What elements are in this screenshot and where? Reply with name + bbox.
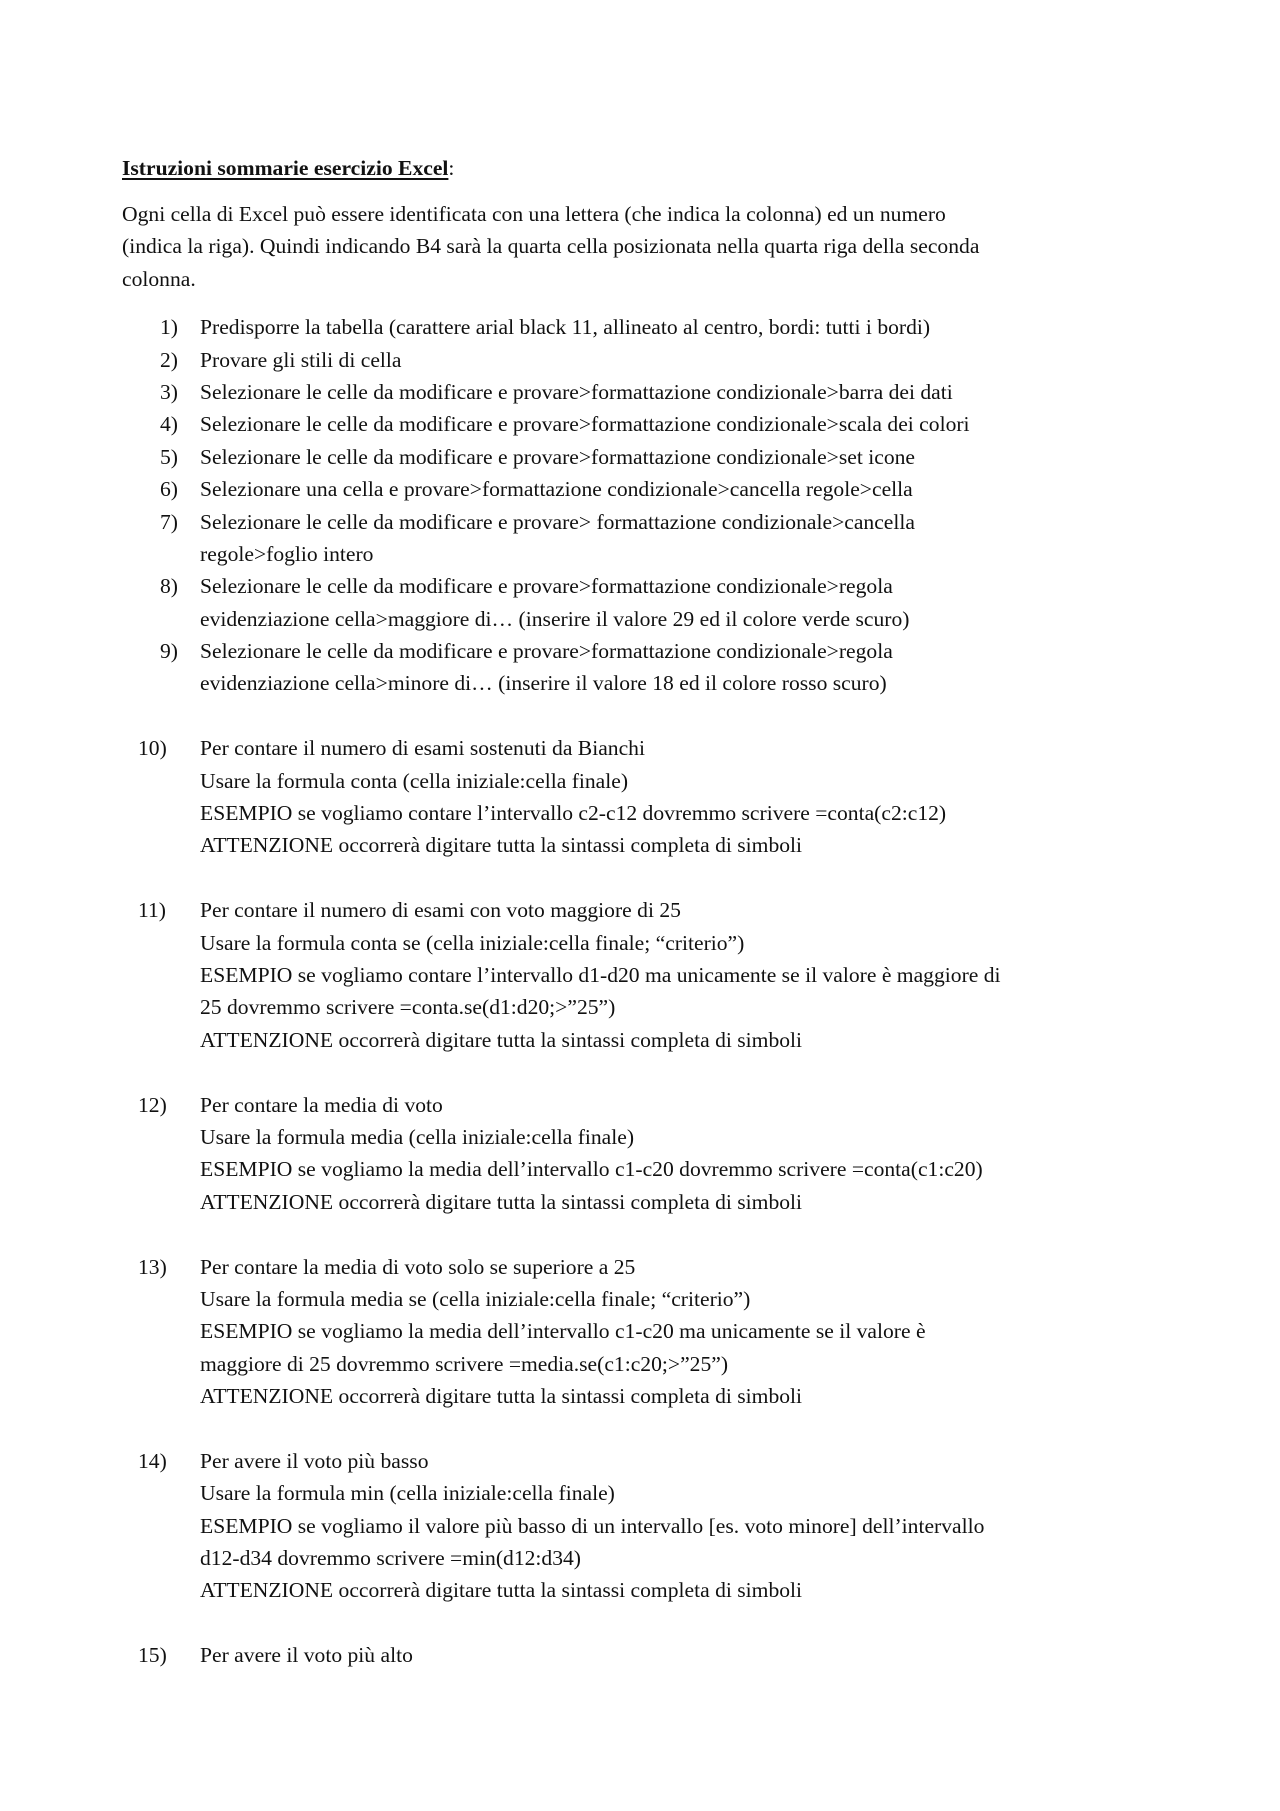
item-text-line: ESEMPIO se vogliamo il valore più basso di un intervallo [es. voto minore] dell’intervallo (200, 1513, 985, 1538)
item-text-line: 25 dovremmo scrivere =conta.se(d1:d20;>”25”) (200, 995, 616, 1020)
item-text-line: ATTENZIONE occorrerà digitare tutta la sintassi completa di simboli (200, 1189, 803, 1214)
item-text-line: Selezionare le celle da modificare e provare>formattazione condizionale>regola (200, 574, 893, 599)
list-item (122, 1445, 1182, 1607)
item-text-line: Per contare il numero di esami con voto maggiore di 25 (200, 898, 681, 923)
list-item (122, 344, 1182, 376)
item-text-line: ESEMPIO se vogliamo contare l’intervallo d1-d20 ma unicamente se il valore è maggiore di (200, 962, 1001, 987)
item-number: 8) (160, 574, 178, 599)
item-text-line: Usare la formula media se (cella iniziale:cella finale; “criterio”) (200, 1286, 751, 1311)
list-item (122, 473, 1182, 505)
item-text-line: Per contare il numero di esami sostenuti da Bianchi (200, 736, 645, 761)
item-text-line: d12-d34 dovremmo scrivere =min(d12:d34) (200, 1546, 581, 1571)
document-title: Istruzioni sommarie esercizio Excel: (122, 156, 455, 180)
document-page (122, 152, 1182, 1672)
item-text-line: evidenziazione cella>maggiore di… (inserire il valore 29 ed il colore verde scuro) (200, 606, 910, 631)
item-number: 10) (138, 736, 167, 761)
item-text-line: Selezionare le celle da modificare e provare> formattazione condizionale>cancella (200, 509, 915, 534)
item-text-line: Provare gli stili di cella (200, 347, 402, 372)
spacer (122, 862, 1182, 894)
item-text-line: Predisporre la tabella (carattere arial black 11, allineato al centro, bordi: tutti i bordi) (200, 315, 931, 340)
item-number: 13) (138, 1254, 167, 1279)
item-number: 4) (160, 412, 178, 437)
item-text-line: Per avere il voto più alto (200, 1643, 413, 1668)
list-item (122, 408, 1182, 440)
item-number: 3) (160, 379, 178, 404)
item-text-line: Selezionare le celle da modificare e provare>formattazione condizionale>barra dei dati (200, 379, 953, 404)
spacer (122, 1412, 1182, 1444)
item-text-line: Per contare la media di voto (200, 1092, 443, 1117)
spacer (122, 1607, 1182, 1639)
item-text-line: Usare la formula media (cella iniziale:cella finale) (200, 1124, 635, 1149)
spacer (122, 1218, 1182, 1250)
intro-paragraph: Ogni cella di Excel può essere identificata con una lettera (che indica la colonna) ed un numero (indica la riga). Quindi indicando B4 sarà la quarta cella posizionata nella quarta riga della seconda colonna. (122, 202, 980, 291)
list-item (122, 570, 1182, 635)
item-text-line: regole>foglio intero (200, 541, 374, 566)
item-text-line: Selezionare le celle da modificare e provare>formattazione condizionale>scala dei colori (200, 412, 970, 437)
item-text-line: evidenziazione cella>minore di… (inserire il valore 18 ed il colore rosso scuro) (200, 671, 887, 696)
list-item (122, 732, 1182, 862)
item-text-line: ATTENZIONE occorrerà digitare tutta la sintassi completa di simboli (200, 833, 803, 858)
list-item (122, 311, 1182, 343)
list-item (122, 506, 1182, 571)
item-number: 15) (138, 1643, 167, 1668)
item-text-line: ESEMPIO se vogliamo la media dell’intervallo c1-c20 ma unicamente se il valore è (200, 1319, 926, 1344)
item-number: 1) (160, 315, 178, 340)
item-text-line: Selezionare le celle da modificare e provare>formattazione condizionale>set icone (200, 444, 915, 469)
spacer (122, 1056, 1182, 1088)
item-text-line: Usare la formula conta se (cella iniziale:cella finale; “criterio”) (200, 930, 745, 955)
item-text-line: Usare la formula conta (cella iniziale:cella finale) (200, 768, 629, 793)
item-text-line: Per avere il voto più basso (200, 1448, 429, 1473)
item-text-line: Per contare la media di voto solo se superiore a 25 (200, 1254, 636, 1279)
list-item (122, 1639, 1182, 1671)
list-item (122, 635, 1182, 700)
item-text-line: ATTENZIONE occorrerà digitare tutta la sintassi completa di simboli (200, 1027, 803, 1052)
item-text-line: Selezionare le celle da modificare e provare>formattazione condizionale>regola (200, 639, 893, 664)
item-number: 5) (160, 444, 178, 469)
item-text-line: ESEMPIO se vogliamo la media dell’intervallo c1-c20 dovremmo scrivere =conta(c1:c20) (200, 1157, 983, 1182)
item-text-line: ATTENZIONE occorrerà digitare tutta la sintassi completa di simboli (200, 1384, 803, 1409)
item-number: 12) (138, 1092, 167, 1117)
item-number: 7) (160, 509, 178, 534)
item-number: 14) (138, 1448, 167, 1473)
list-item (122, 1251, 1182, 1413)
list-item (122, 894, 1182, 1056)
spacer (122, 700, 1182, 732)
list-item (122, 376, 1182, 408)
instruction-list (122, 311, 1182, 1671)
item-number: 11) (138, 898, 166, 923)
item-text-line: ATTENZIONE occorrerà digitare tutta la sintassi completa di simboli (200, 1578, 803, 1603)
item-number: 9) (160, 639, 178, 664)
item-number: 6) (160, 477, 178, 502)
item-text-line: maggiore di 25 dovremmo scrivere =media.se(c1:c20;>”25”) (200, 1351, 729, 1376)
item-number: 2) (160, 347, 178, 372)
item-text-line: Usare la formula min (cella iniziale:cella finale) (200, 1481, 615, 1506)
list-item (122, 441, 1182, 473)
item-text-line: Selezionare una cella e provare>formattazione condizionale>cancella regole>cella (200, 477, 913, 502)
list-item (122, 1089, 1182, 1219)
item-text-line: ESEMPIO se vogliamo contare l’intervallo c2-c12 dovremmo scrivere =conta(c2:c12) (200, 801, 947, 826)
